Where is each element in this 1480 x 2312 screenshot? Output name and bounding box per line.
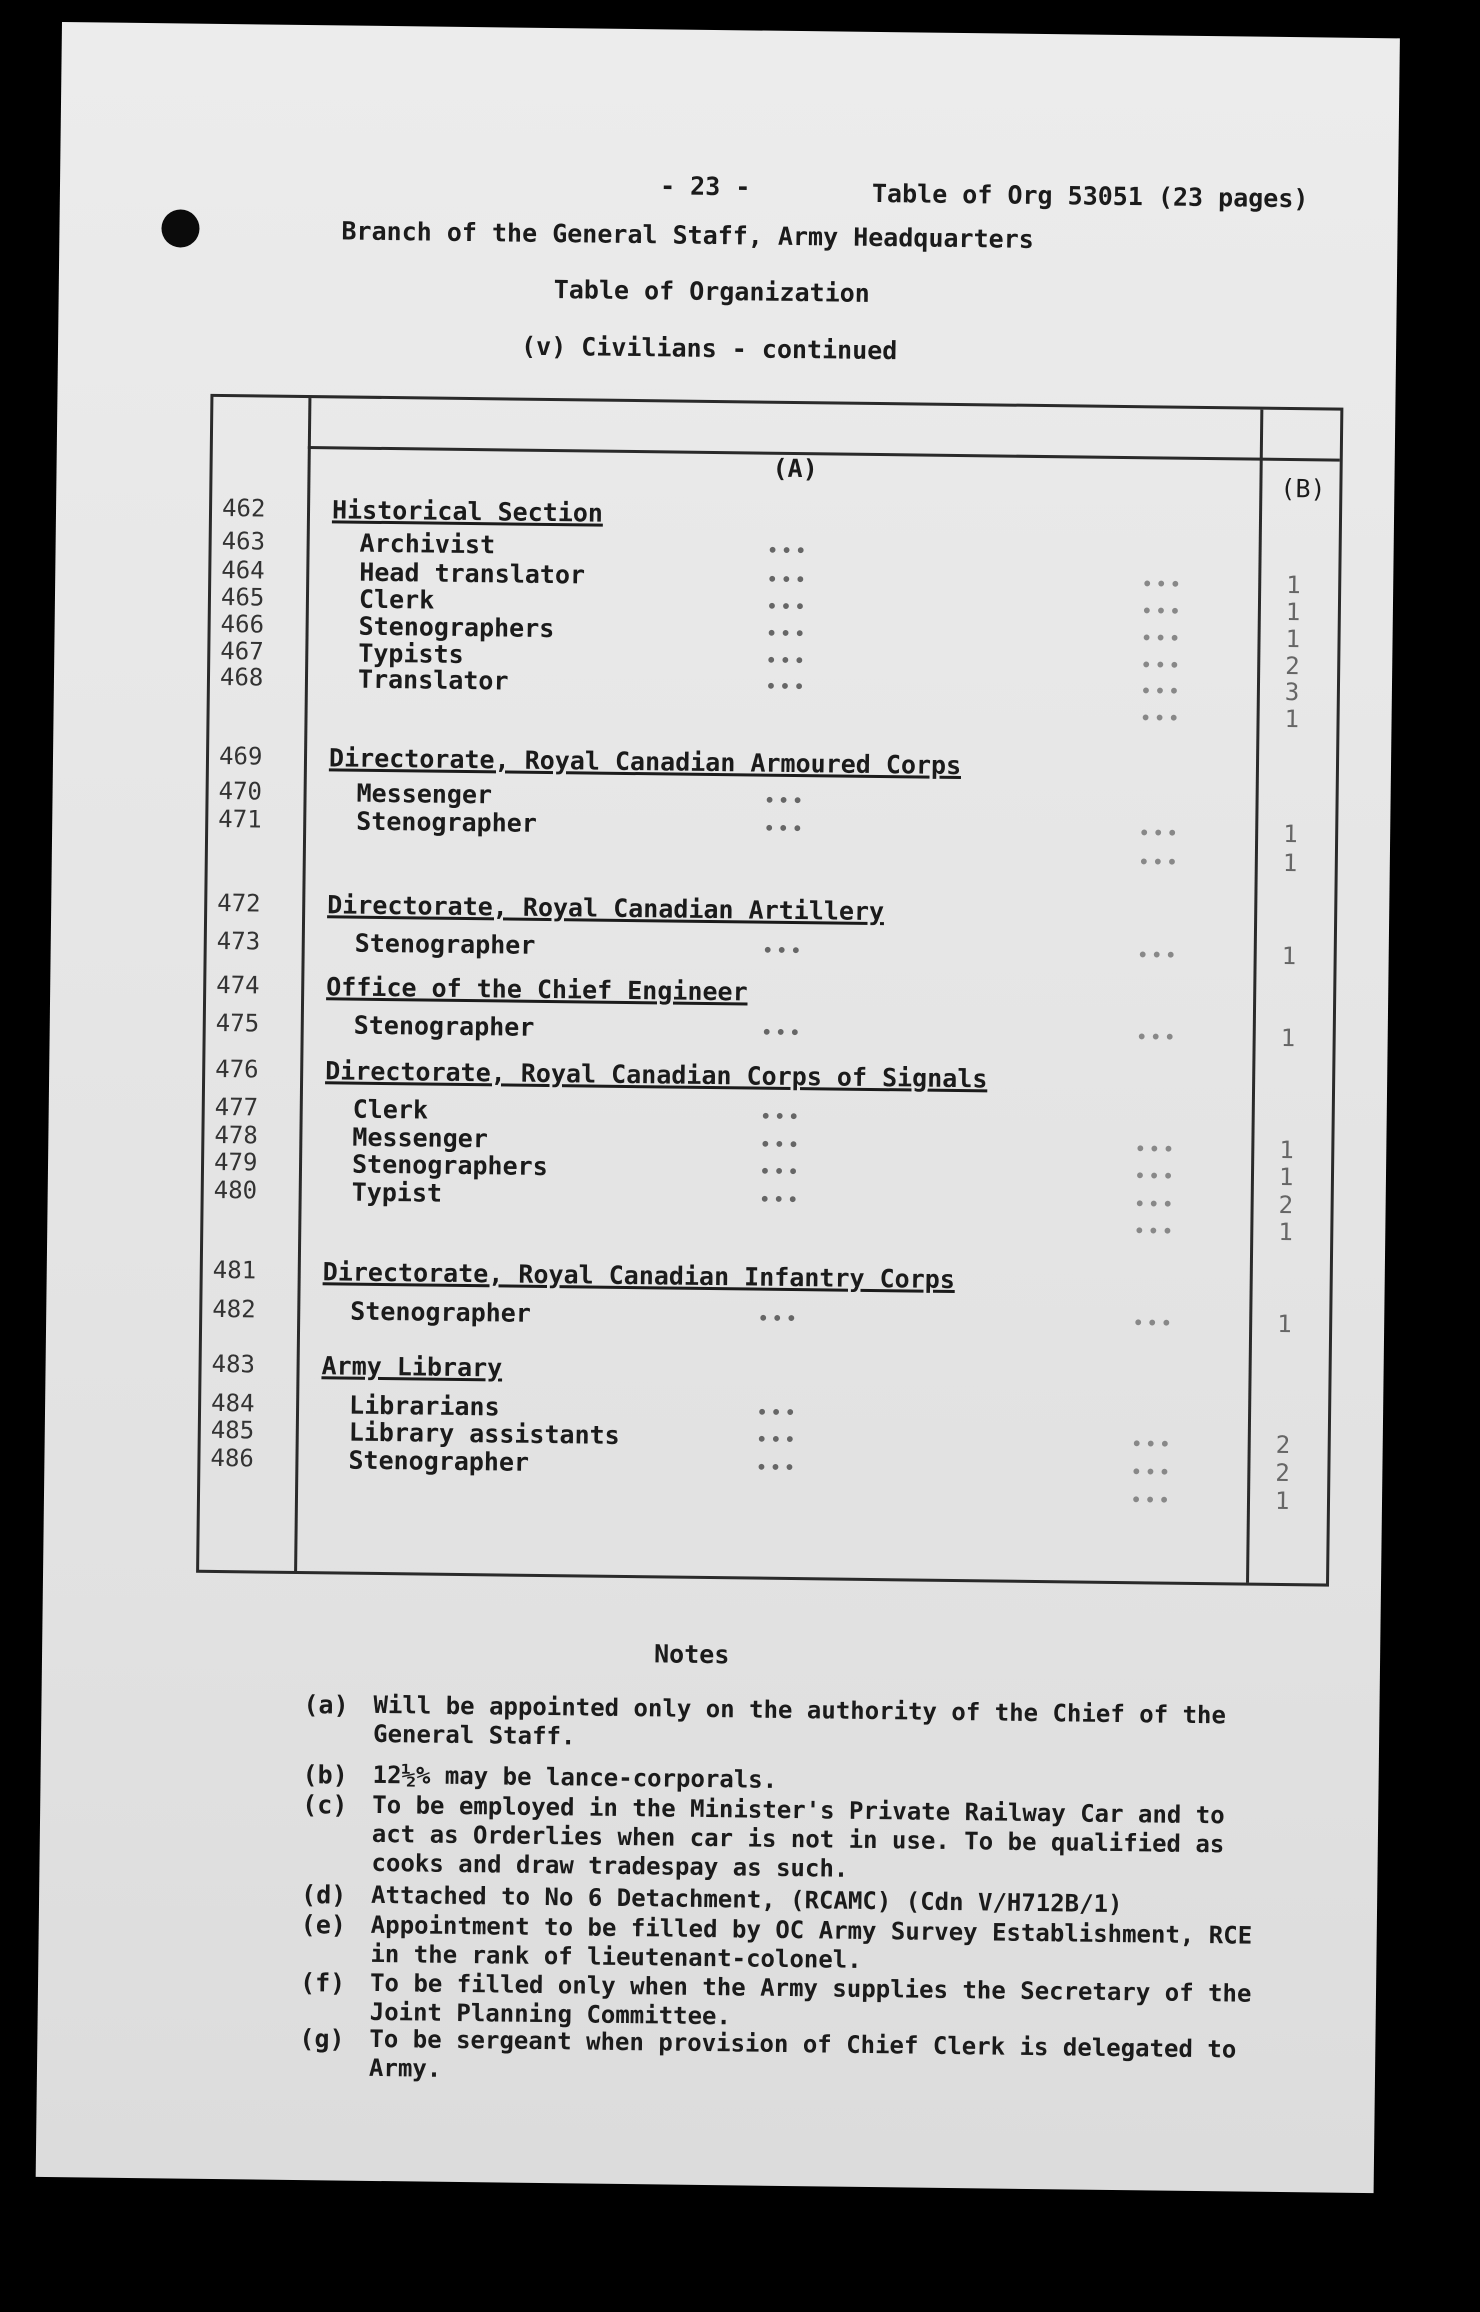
document-reference: Table of Org 53051 (23 pages): [871, 178, 1309, 214]
title-line-2: Table of Organization: [553, 275, 870, 308]
table-divider: [294, 398, 311, 1571]
leader-dots: ∙∙∙: [764, 673, 808, 699]
row-number: 478: [214, 1120, 258, 1150]
row-number: 480: [213, 1175, 258, 1205]
leader-dots: ∙∙∙: [765, 593, 809, 619]
column-b-value: 1: [1282, 848, 1298, 878]
column-b-header: (B): [1280, 473, 1326, 504]
row-number: 466: [220, 609, 265, 639]
position-label: Messenger: [356, 778, 493, 810]
position-label: Stenographer: [353, 1010, 535, 1042]
section-heading: Army Library: [321, 1351, 503, 1383]
row-number: 482: [212, 1294, 256, 1324]
leader-dots: ∙∙∙: [758, 1186, 801, 1212]
position-label: Stenographer: [350, 1296, 532, 1328]
column-b-value: 1: [1280, 1023, 1296, 1053]
row-number: 476: [215, 1054, 259, 1084]
column-b-value: 1: [1278, 1217, 1293, 1247]
row-number: 468: [219, 662, 264, 692]
note-text: Appointment to be filled by OC Army Survey Establishment, RCE in the rank of lieutenant-colonel.: [370, 1910, 1253, 1974]
row-number: 462: [221, 493, 266, 523]
position-label: Library assistants: [348, 1417, 620, 1450]
row-number: 479: [213, 1147, 258, 1177]
position-label: Clerk: [358, 584, 435, 615]
column-b-value: 2: [1278, 1190, 1294, 1220]
section-heading: Directorate, Royal Canadian Corps of Signals: [325, 1056, 988, 1094]
position-label: Stenographer: [354, 928, 536, 960]
row-number: 483: [211, 1349, 256, 1379]
row-number: 486: [210, 1443, 254, 1473]
leader-dots: ∙∙∙: [761, 937, 804, 963]
page-number: - 23 -: [659, 171, 751, 202]
leader-dots: ∙∙∙: [758, 1158, 802, 1184]
leader-dots: ∙∙∙: [1133, 1218, 1176, 1243]
note-key: (a): [303, 1690, 349, 1720]
position-label: Stenographers: [358, 611, 555, 644]
leader-dots: ∙∙∙: [1140, 598, 1184, 623]
column-b-value: 1: [1283, 819, 1298, 849]
note-text: To be employed in the Minister's Private Railway Car and to act as Orderlies when car is not in use. To be qualified as cooks and draw tradespay as such.: [371, 1790, 1225, 1883]
title-line-1: Branch of the General Staff, Army Headquarters: [341, 216, 1034, 254]
row-number: 474: [216, 970, 260, 1000]
column-b-value: 2: [1275, 1458, 1290, 1488]
note-key: (b): [302, 1760, 348, 1790]
note-text: To be filled only when the Army supplies the Secretary of the Joint Planning Committee.: [369, 1968, 1252, 2031]
note-text: Will be appointed only on the authority of the Chief of the General Staff.: [372, 1690, 1227, 1751]
leader-dots: ∙∙∙: [760, 1019, 803, 1045]
leader-dots: ∙∙∙: [1137, 849, 1181, 874]
organization-table: [196, 394, 1343, 1587]
leader-dots: ∙∙∙: [1134, 1136, 1177, 1161]
row-number: 463: [221, 526, 266, 556]
leader-dots: ∙∙∙: [1138, 820, 1181, 845]
column-b-value: 2: [1275, 1430, 1291, 1460]
leader-dots: ∙∙∙: [1133, 1191, 1176, 1216]
column-b-value: 3: [1284, 677, 1300, 707]
row-number: 472: [217, 888, 261, 918]
column-b-value: 1: [1278, 1162, 1294, 1192]
note-text: 12½% may be lance-corporals.: [372, 1760, 778, 1794]
leader-dots: ∙∙∙: [765, 620, 808, 646]
leader-dots: ∙∙∙: [763, 787, 806, 813]
row-number: 475: [215, 1008, 260, 1038]
section-heading: Directorate, Royal Canadian Infantry Corps: [322, 1257, 956, 1295]
leader-dots: ∙∙∙: [1133, 1163, 1177, 1188]
leader-dots: ∙∙∙: [1140, 652, 1183, 677]
position-label: Head translator: [359, 557, 586, 590]
document-page: [36, 22, 1400, 2193]
note-key: (c): [302, 1790, 348, 1820]
leader-dots: ∙∙∙: [755, 1426, 799, 1452]
section-heading: Historical Section: [331, 495, 604, 528]
position-label: Messenger: [352, 1122, 489, 1154]
leader-dots: ∙∙∙: [759, 1103, 802, 1129]
row-number: 481: [212, 1255, 257, 1285]
section-heading: Office of the Chief Engineer: [326, 972, 748, 1007]
row-number: 469: [218, 741, 263, 771]
leader-dots: ∙∙∙: [1141, 571, 1184, 596]
leader-dots: ∙∙∙: [1129, 1487, 1173, 1512]
leader-dots: ∙∙∙: [1130, 1459, 1173, 1484]
leader-dots: ∙∙∙: [1139, 678, 1183, 703]
leader-dots: ∙∙∙: [1132, 1310, 1175, 1335]
column-b-value: 2: [1285, 651, 1300, 681]
position-label: Librarians: [348, 1390, 500, 1422]
leader-dots: ∙∙∙: [763, 815, 806, 841]
position-label: Stenographer: [356, 806, 538, 838]
leader-dots: ∙∙∙: [765, 647, 808, 673]
column-b-value: 1: [1277, 1309, 1292, 1339]
leader-dots: ∙∙∙: [766, 537, 809, 563]
section-heading: Directorate, Royal Canadian Artillery: [327, 890, 885, 927]
leader-dots: ∙∙∙: [1139, 705, 1182, 730]
row-number: 470: [218, 776, 263, 806]
leader-dots: ∙∙∙: [755, 1454, 798, 1480]
note-key: (g): [299, 2024, 345, 2054]
position-label: Clerk: [352, 1094, 429, 1125]
position-label: Typist: [351, 1177, 443, 1208]
table-rows: [210, 397, 1340, 1516]
column-b-value: 1: [1274, 1486, 1290, 1516]
position-label: Stenographers: [351, 1149, 548, 1182]
leader-dots: ∙∙∙: [1136, 942, 1179, 967]
row-number: 485: [210, 1415, 255, 1445]
section-heading: Directorate, Royal Canadian Armoured Corps: [328, 743, 962, 781]
leader-dots: ∙∙∙: [759, 1131, 802, 1157]
position-label: Stenographer: [348, 1445, 530, 1477]
row-number: 471: [218, 804, 262, 834]
note-key: (d): [300, 1880, 347, 1910]
note-text: To be sergeant when provision of Chief Clerk is delegated to Army.: [368, 2024, 1237, 2083]
leader-dots: ∙∙∙: [766, 566, 809, 592]
column-b-value: 1: [1279, 1135, 1294, 1165]
note-key: (f): [299, 1968, 346, 1998]
table-header-rule: [308, 446, 1340, 462]
column-a-header: (A): [772, 453, 818, 484]
title-line-3: (v) Civilians - continued: [520, 331, 898, 366]
row-number: 465: [220, 582, 265, 612]
leader-dots: ∙∙∙: [1135, 1024, 1178, 1049]
column-b-value: 1: [1285, 624, 1301, 654]
column-b-value: 1: [1284, 704, 1300, 734]
row-number: 467: [220, 636, 264, 666]
table-divider: [1246, 410, 1263, 1583]
row-number: 484: [210, 1388, 255, 1418]
column-b-value: 1: [1286, 570, 1301, 600]
note-key: (e): [300, 1910, 347, 1940]
row-number: 477: [214, 1092, 259, 1122]
row-number: 464: [221, 555, 265, 585]
position-label: Translator: [357, 664, 509, 696]
leader-dots: ∙∙∙: [757, 1305, 800, 1331]
column-b-value: 1: [1285, 597, 1301, 627]
row-number: 473: [216, 926, 261, 956]
leader-dots: ∙∙∙: [755, 1399, 799, 1425]
leader-dots: ∙∙∙: [1130, 1431, 1173, 1456]
position-label: Typists: [358, 638, 464, 669]
notes-title: Notes: [653, 1639, 730, 1670]
column-b-value: 1: [1281, 941, 1297, 971]
punch-hole: [161, 209, 199, 247]
note-text: Attached to No 6 Detachment, (RCAMC) (Cdn V/H712B/1): [370, 1880, 1123, 1919]
position-label: Archivist: [359, 528, 496, 560]
leader-dots: ∙∙∙: [1140, 625, 1183, 650]
